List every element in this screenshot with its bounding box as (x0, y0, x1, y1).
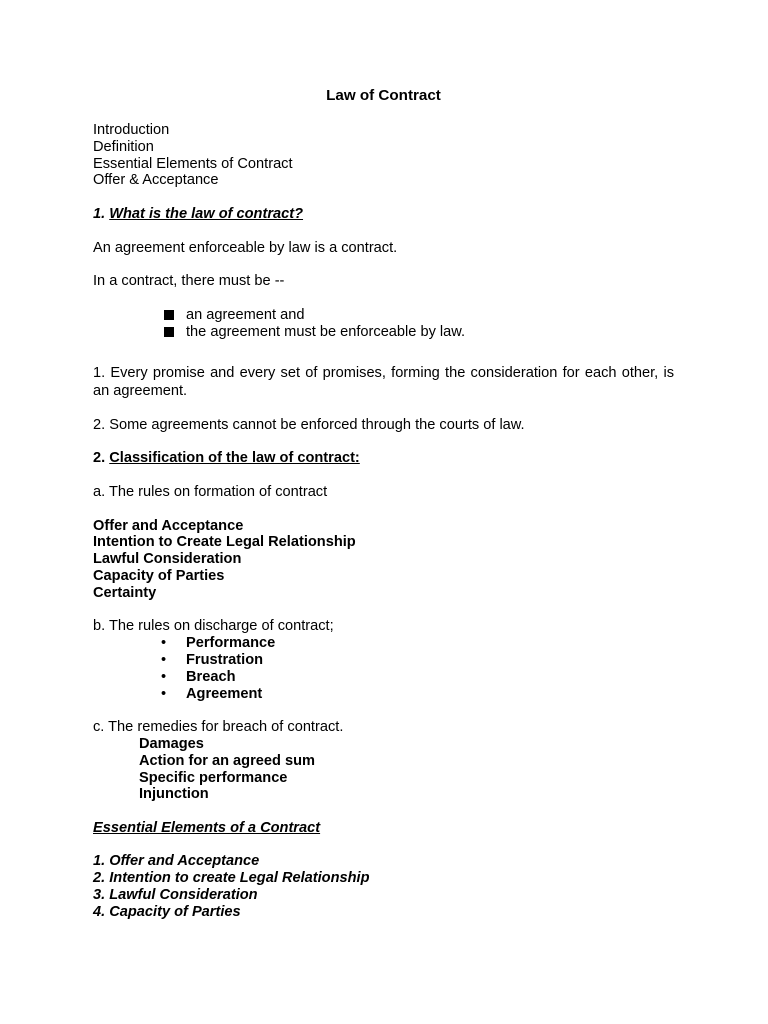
bullet-icon: • (161, 668, 167, 685)
contents-item: Offer & Acceptance (93, 172, 219, 189)
list-item (93, 652, 674, 669)
list-item: 3. Lawful Consideration (93, 887, 258, 904)
list-item: Lawful Consideration (93, 551, 242, 568)
bullet-icon: • (161, 635, 167, 652)
section1-heading-text: What is the law of contract? (109, 205, 304, 222)
list-item (93, 635, 674, 652)
list-item-text: an agreement and (186, 306, 305, 323)
bullet-icon: • (161, 651, 167, 668)
essential-heading: Essential Elements of a Contract (93, 819, 321, 836)
remedies-list (93, 736, 674, 803)
list-item-text: Breach (186, 668, 236, 685)
contents-item: Essential Elements of Contract (93, 155, 293, 172)
section2-heading-text: Classification of the law of contract: (109, 450, 360, 467)
square-bullet-icon (164, 327, 174, 337)
list-item: Specific performance (139, 769, 288, 786)
list-item (93, 669, 674, 686)
list-item: Capacity of Parties (93, 567, 225, 584)
contract-definition: An agreement enforceable by law is a contract. (93, 239, 398, 256)
section2-number: 2. (93, 450, 106, 467)
list-item-text: the agreement must be enforceable by law. (186, 323, 466, 340)
list-item: Intention to Create Legal Relationship (93, 534, 356, 551)
list-item-text: Agreement (186, 685, 263, 702)
list-item: 1. Offer and Acceptance (93, 853, 260, 870)
point-1: 1. Every promise and every set of promises, forming the consideration for each other, is an agreement. (93, 365, 674, 399)
document-title: Law of Contract (326, 87, 441, 104)
list-item-text: Frustration (186, 651, 264, 668)
remedies-label: c. The remedies for breach of contract. (93, 719, 344, 736)
formation-label: a. The rules on formation of contract (93, 483, 328, 500)
square-bullet-icon (164, 310, 174, 320)
document-page (93, 86, 674, 921)
point-2: 2. Some agreements cannot be enforced through the courts of law. (93, 416, 525, 433)
formation-list (93, 518, 674, 602)
list-item (93, 686, 674, 703)
list-item: Offer and Acceptance (93, 517, 244, 534)
list-item: 2. Intention to create Legal Relationship (93, 870, 370, 887)
list-item-text: Performance (186, 635, 276, 652)
discharge-list (93, 635, 674, 702)
list-item (93, 307, 674, 324)
list-item: Certainty (93, 584, 157, 601)
list-item: Action for an agreed sum (139, 752, 315, 769)
essential-list (93, 853, 674, 920)
section2-heading (93, 450, 674, 467)
list-item: Injunction (139, 786, 209, 803)
contents-item: Introduction (93, 122, 170, 138)
contents-list (93, 122, 674, 189)
contract-lead: In a contract, there must be -- (93, 273, 285, 290)
list-item: 4. Capacity of Parties (93, 903, 241, 920)
list-item (93, 324, 674, 341)
bullet-icon: • (161, 685, 167, 702)
discharge-label: b. The rules on discharge of contract; (93, 618, 334, 635)
contents-item: Definition (93, 138, 154, 155)
list-item: Damages (139, 735, 204, 752)
section1-heading (93, 206, 674, 223)
section1-number: 1. (93, 205, 106, 222)
